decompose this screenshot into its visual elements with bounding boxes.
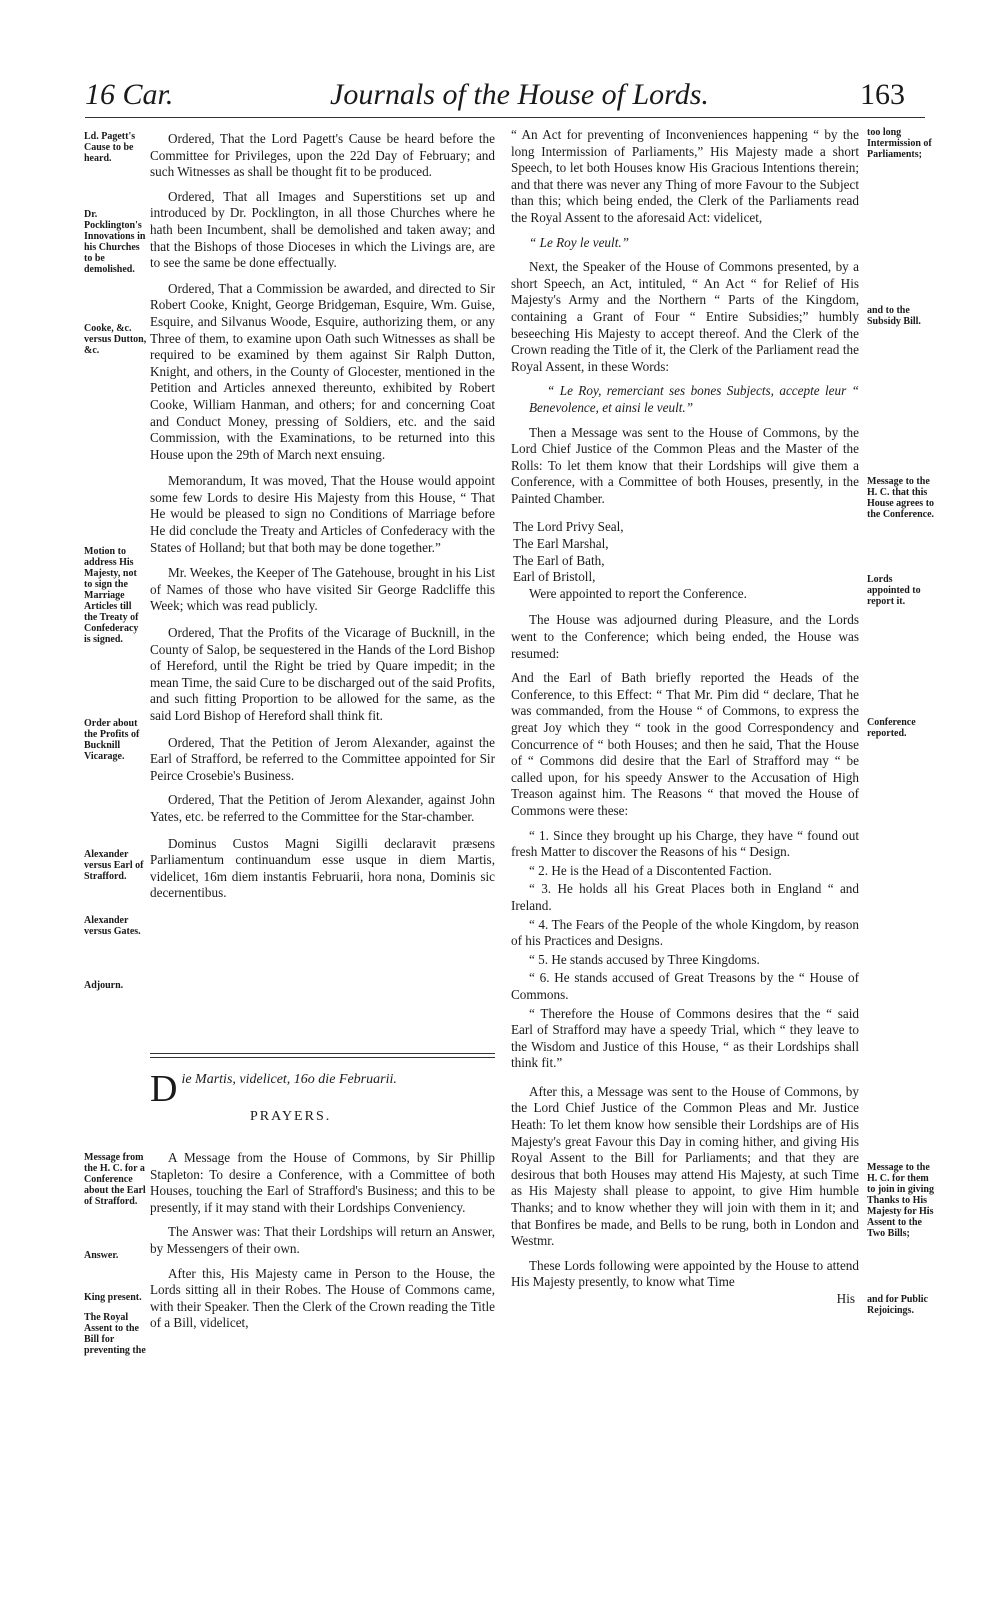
lord-name: The Earl of Bath, <box>513 552 605 568</box>
date-text: ie Martis, videlicet, 16o die Februarii. <box>181 1072 397 1087</box>
paragraph: Ordered, That the Petition of Jerom Alexander, against the Earl of Strafford, be referred to the Committee appointed for Sir Peirce Crosebie's Business. <box>150 734 495 783</box>
paragraph: These Lords following were appointed by the House to attend His Majesty presently, to know what Time <box>511 1257 859 1290</box>
paragraph: The Answer was: That their Lordships will return an Answer, by Messengers of their own. <box>150 1224 495 1256</box>
header-rule <box>85 117 925 118</box>
royal-assent: “ Le Roy, remerciant ses bones Subjects, accepte leur “ Benevolence, et ainsi le veult.” <box>529 383 859 415</box>
lord-name: Earl of Bristoll, <box>513 569 596 585</box>
page-header <box>0 78 992 122</box>
margin-note: Adjourn. <box>84 980 124 991</box>
left-column-upper <box>150 131 495 910</box>
margin-note: and to the Subsidy Bill. <box>867 305 921 327</box>
drop-initial: D <box>150 1068 178 1110</box>
margin-note: and for Public Rejoicings. <box>867 1294 928 1316</box>
margin-note: Lords appointed to report it. <box>867 574 921 607</box>
reason-item: “ 3. He holds all his Great Places both in England “ and Ireland. <box>511 881 859 913</box>
paragraph: “ An Act for preventing of Inconveniences happening “ by the long Intermission of Parliaments,” His Majesty made a short Speech, to let both Houses know His Gracious Intentions therein; and that there was never any Thing of more Favour to the Subject than this; which being ended, the Clerk of the Parliaments read the Royal Assent to the aforesaid Act: videlicet, <box>511 127 859 225</box>
margin-note: Conference reported. <box>867 717 916 739</box>
margin-note: Alexander versus Earl of Strafford. <box>84 849 144 882</box>
reason-item: “ 6. He stands accused of Great Treasons by the “ House of Commons. <box>511 970 859 1002</box>
paragraph: Memorandum, It was moved, That the House would appoint some few Lords to desire His Majesty from this House, “ That He would be pleased to sign no Conditions of Marriage before He did conclude the Treaty and Articles of Confederacy with the States of Holland; but that both may be done together.” <box>150 473 495 555</box>
paragraph: Ordered, That a Commission be awarded, and directed to Sir Robert Cooke, Knight, George Bridgeman, Esquire, Wm. Guise, Esquire, and Silvanus Woode, Esquire, authorizing them, or any Three of them, to examine upon Oath such Witnesses as shall be required to be examined by them against Sir Ralph Dutton, Knight, and others, in the County of Glocester, mentioned in the Petition and Articles annexed thereunto, exhibited by Robert Cooke, William Hanman, and others; for and concerning Coat and Conduct Money, pressing of Soldiers, etc. and the said Commission, with the Examinations, to be returned into this House upon the 29th of March next ensuing. <box>150 280 495 462</box>
paragraph: Mr. Weekes, the Keeper of The Gatehouse, brought in his List of Names of those who have visited Sir George Radcliffe this Week; which was read publicly. <box>150 565 495 614</box>
page-number: 163 <box>860 78 905 111</box>
margin-note: too long Intermission of Parliaments; <box>867 127 932 160</box>
royal-assent: “ Le Roy le veult.” <box>529 234 629 250</box>
paragraph: A Message from the House of Commons, by Sir Phillip Stapleton: To desire a Conference, with a Committee of both Houses, touching the Earl of Strafford's Business; and this to be presently, if it may stand with their Lordships Conveniency. <box>150 1150 495 1215</box>
catchword: His <box>836 1291 855 1306</box>
margin-note: Answer. <box>84 1250 119 1261</box>
margin-note: Message to the H. C. that this House agrees to the Conference. <box>867 476 935 520</box>
reason-item: “ 2. He is the Head of a Discontented Faction. <box>529 862 772 878</box>
reason-item: “ 4. The Fears of the People of the whole Kingdom, by reason of his Practices and Designs. <box>511 916 859 949</box>
paragraph: Then a Message was sent to the House of Commons, by the Lord Chief Justice of the Common Pleas and the Master of the Rolls: To let them know that their Lordships will give them a Conference, with a Committee of both Houses, presently, in the Painted Chamber. <box>511 424 859 506</box>
margin-note: Order about the Profits of Bucknill Vicarage. <box>84 718 140 762</box>
paragraph: Ordered, That the Profits of the Vicarage of Bucknill, in the County of Salop, be sequestered in the Hands of the Lord Bishop of Hereford, until the Right be tried by Quare impedit; in the mean Time, the said Cure to be discharged out of the said Profits, and such fitting Proportion to be allowed for the same, as the said Lord Bishop of Hereford shall think fit. <box>150 625 495 723</box>
margin-note: Dr. Pocklington's Innovations in his Churches to be demolished. <box>84 209 146 275</box>
paragraph: Next, the Speaker of the House of Commons presented, by a short Speech, an Act, intituled, “ An Act “ for Relief of His Majesty's Army and the Northern “ Parts of the Kingdom, containing a Grant of Four “ Entire Subsidies;” humbly beseeching His Majesty to accept thereof. And the Clerk of the Crown reading the Title of it, the Clerk of the Parliament read the Royal Assent, in these Words: <box>511 259 859 374</box>
margin-note: Cooke, &c. versus Dutton, &c. <box>84 323 147 356</box>
margin-note: Message from the H. C. for a Conference about the Earl of Strafford. <box>84 1152 146 1207</box>
margin-note: Message to the H. C. for them to join in giving Thanks to His Majesty for His Assent to the Two Bills; <box>867 1162 934 1239</box>
lord-name: The Lord Privy Seal, <box>513 519 624 535</box>
margin-note: Ld. Pagett's Cause to be heard. <box>84 131 136 164</box>
date-heading <box>150 1068 495 1110</box>
lord-name: The Earl Marshal, <box>513 536 609 552</box>
paragraph: After this, a Message was sent to the House of Commons, by the Lord Chief Justice of the Common Pleas and Mr. Justice Heath: To let them know how sensible their Lordships are of His Majesty's great Favour this Day in coming hither, and giving His Royal Assent to the Bill for Parliaments; and that they are desirous that both Houses may attend His Majesty, at such Time as His Majesty shall please to appoint, to give Him humble Thanks; and to know whether they will join with them in it; and that Bonfires be made, and Bells to be rung, both in London and Westmr. <box>511 1083 859 1249</box>
lords-list <box>511 519 859 602</box>
page-title: Journals of the House of Lords. <box>330 78 709 111</box>
margin-note: Motion to address His Majesty, not to sign the Marriage Articles till the Treaty of Confederacy is signed. <box>84 546 139 645</box>
prayers-heading: PRAYERS. <box>250 1109 332 1124</box>
left-column-lower <box>150 1150 495 1340</box>
paragraph: Ordered, That the Petition of Jerom Alexander, against John Yates, etc. be referred to the Committee for the Star-chamber. <box>150 792 495 824</box>
right-column <box>511 127 859 1308</box>
reason-item: “ 1. Since they brought up his Charge, they have “ found out fresh Matter to discover the Reasons of his “ Design. <box>511 827 859 860</box>
section-separator <box>150 1053 495 1058</box>
paragraph: After this, His Majesty came in Person to the House, the Lords sitting all in their Robes. The House of Commons came, with their Speaker. Then the Clerk of the Crown reading the Title of a Bill, videlicet, <box>150 1265 495 1331</box>
paragraph: Ordered, That the Lord Pagett's Cause be heard before the Committee for Privileges, upon the 22d Day of February; and such Witnesses as shall be thought fit to be produced. <box>150 131 495 180</box>
margin-note: The Royal Assent to the Bill for preventing the <box>84 1312 146 1356</box>
appointment-note: Were appointed to report the Conference. <box>529 585 747 601</box>
margin-note: King present. <box>84 1292 142 1303</box>
paragraph: Ordered, That all Images and Superstitions set up and introduced by Dr. Pocklington, in all those Churches where he hath been Incumbent, shall be demolished and taken away; and that the Bishops of those Dioceses in which the Livings are, are to see the same be done effectually. <box>150 188 495 271</box>
paragraph: And the Earl of Bath briefly reported the Heads of the Conference, to this Effect: “ That Mr. Pim did “ declare, That he was commanded, from the House “ of Commons, to express the great Joy which they “ took in the good Correspondency and Concurrence of “ both Houses; and then he said, That the House of “ Commons did desire that the Earl of Strafford may “ be called upon, for his speedy Answer to the Accusation of High Treason against him. The Reasons “ that moved the House of Commons were these: <box>511 670 859 818</box>
reason-item: “ 5. He stands accused by Three Kingdoms. <box>529 951 760 967</box>
paragraph: Dominus Custos Magni Sigilli declaravit præsens Parliamentum continuandum esse usque in diem Martis, videlicet, 16m diem instantis Februarii, hora nona, Dominis sic decernentibus. <box>150 835 495 901</box>
regnal-year: 16 Car. <box>85 78 174 111</box>
paragraph: The House was adjourned during Pleasure, and the Lords went to the Conference; which being ended, the House was resumed: <box>511 612 859 661</box>
margin-note: Alexander versus Gates. <box>84 915 141 937</box>
reason-item: “ Therefore the House of Commons desires that the “ said Earl of Strafford may have a speedy Trial, which “ they leave to the Wisdom and Justice of this House, “ as their Lordships shall think fit.” <box>511 1005 859 1071</box>
